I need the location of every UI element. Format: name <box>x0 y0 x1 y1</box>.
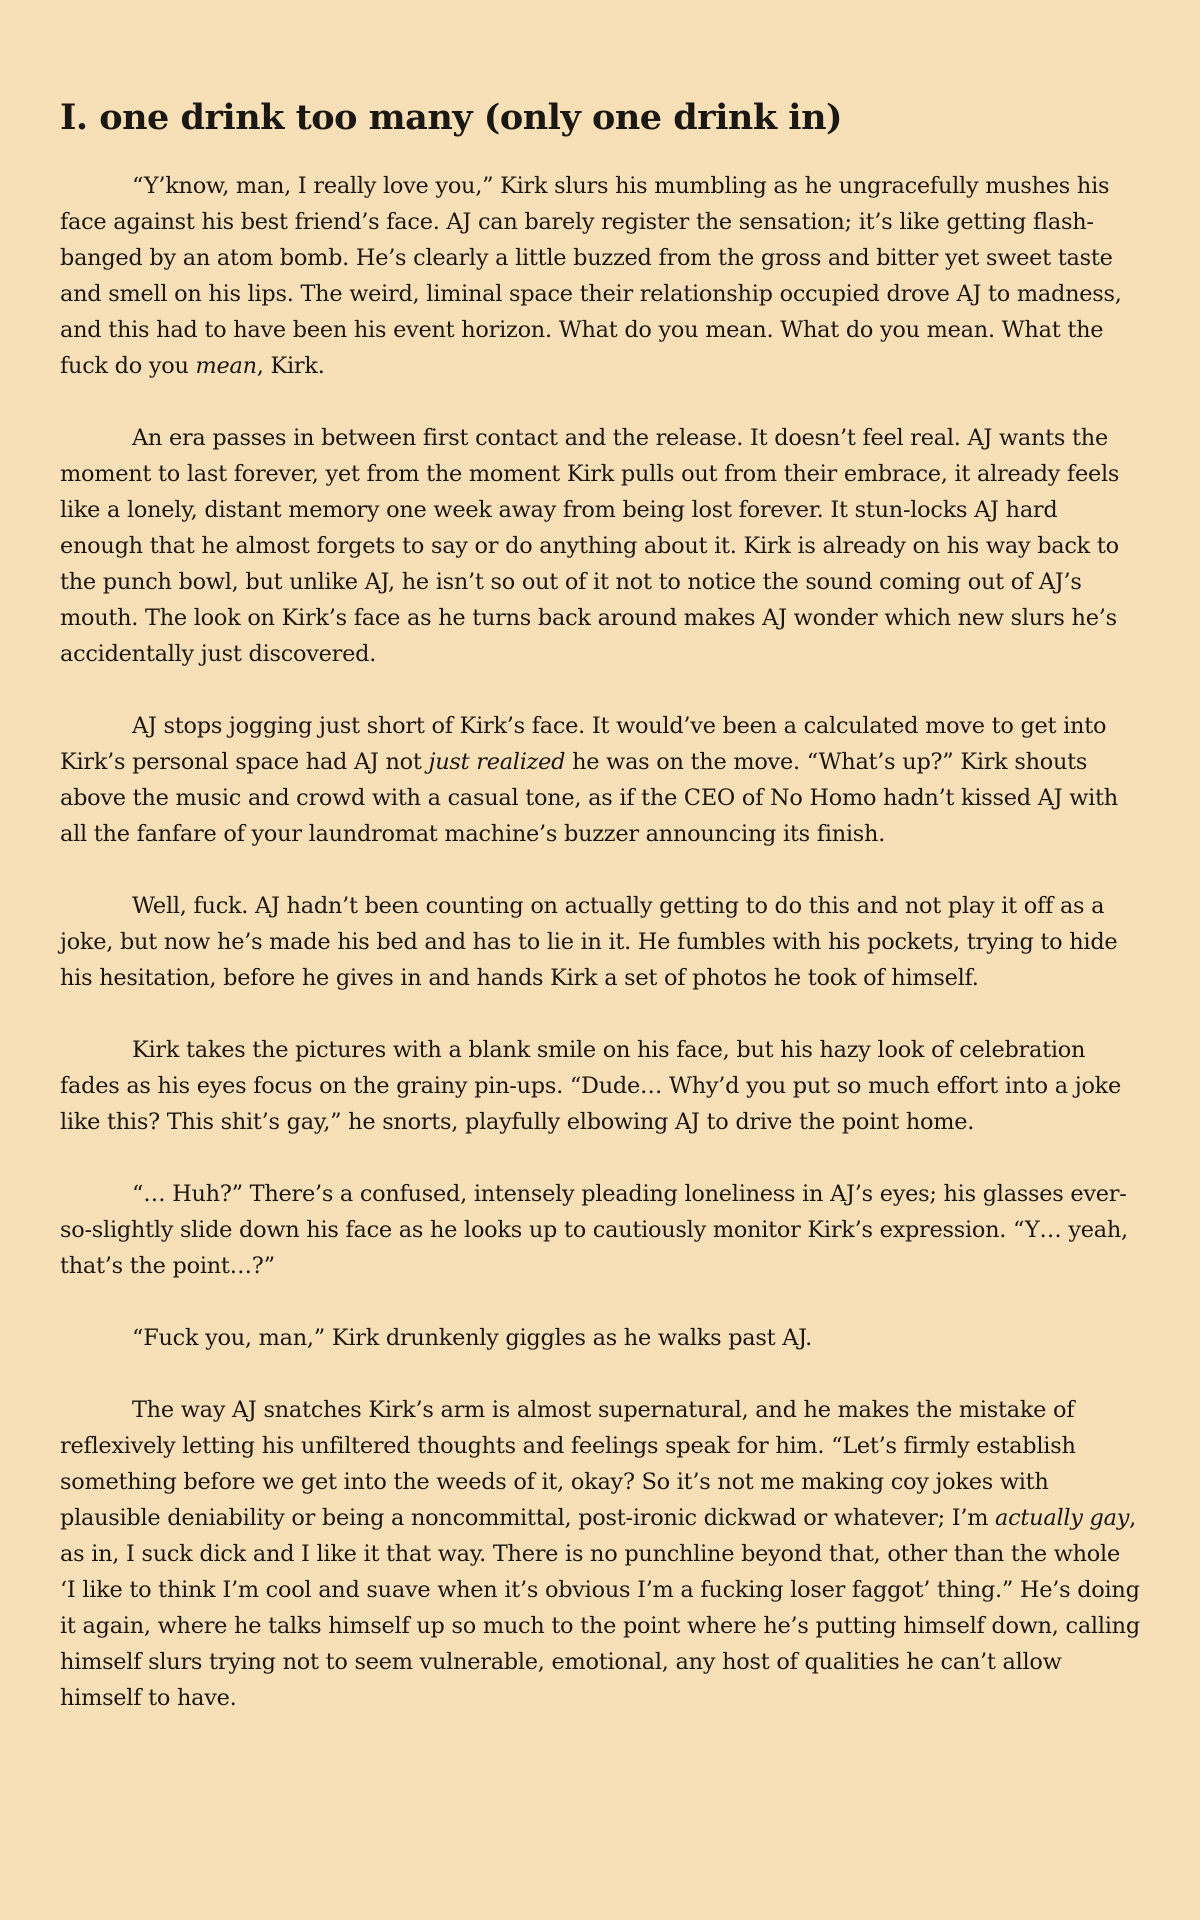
paragraph-4-text: Well, fuck. AJ hadn’t been counting on actually getting to do this and not play it off as a joke, but now he’s made his bed and has to lie in it. He fumbles with his pockets, trying to hide his hesitation, before he gives in and hands Kirk a set of photos he took of himself. <box>60 893 1118 991</box>
paragraph-3 <box>60 708 1140 852</box>
paragraph-4 <box>60 888 1140 996</box>
paragraph-1-text: “Y’know, man, I really love you,” Kirk slurs his mumbling as he ungracefully mushes his face against his best friend’s face. AJ can barely register the sensation; it’s like getting flash-banged by an atom bomb. He’s clearly a little buzzed from the gross and bitter yet sweet taste and smell on his lips. The weird, liminal space their relationship occupied drove AJ to madness, and this had to have been his event horizon. What do you mean. What do you mean. What the fuck do you <box>60 173 1122 379</box>
paragraph-1-text-end: , Kirk. <box>256 353 325 379</box>
paragraph-2 <box>60 420 1140 672</box>
paragraph-3-emphasis: just realized <box>428 749 566 775</box>
paragraph-7 <box>60 1320 1140 1356</box>
paragraph-5 <box>60 1032 1140 1140</box>
paragraph-1 <box>60 168 1140 384</box>
paragraph-3-text-end: he was on the move. “What’s up?” Kirk shouts above the music and crowd with a casual tone, as if the CEO of No Homo hadn’t kissed AJ with all the fanfare of your laundromat machine’s buzzer announcing its finish. <box>60 749 1118 847</box>
paragraph-8-text-end: , as in, I suck dick and I like it that way. There is no punchline beyond that, other than the whole ‘I like to think I’m cool and suave when it’s obvious I’m a fucking loser faggot’ thing.” He’s doing it again, where he talks himself up so much to the point where he’s putting himself down, calling himself slurs trying not to seem vulnerable, emotional, any host of qualities he can’t allow himself to have. <box>60 1505 1140 1711</box>
document-page <box>60 90 1140 1752</box>
paragraph-7-text: “Fuck you, man,” Kirk drunkenly giggles as he walks past AJ. <box>132 1325 813 1351</box>
paragraph-8-text: The way AJ snatches Kirk’s arm is almost supernatural, and he makes the mistake of reflexively letting his unfiltered thoughts and feelings speak for him. “Let’s firmly establish something before we get into the weeds of it, okay? So it’s not me making coy jokes with plausible deniability or being a noncommittal, post-ironic dickwad or whatever; I’m <box>60 1397 1076 1531</box>
paragraph-2-text: An era passes in between first contact and the release. It doesn’t feel real. AJ wants the moment to last forever, yet from the moment Kirk pulls out from their embrace, it already feels like a lonely, distant memory one week away from being lost forever. It stun-locks AJ hard enough that he almost forgets to say or do anything about it. Kirk is already on his way back to the punch bowl, but unlike AJ, he isn’t so out of it not to notice the sound coming out of AJ’s mouth. The look on Kirk’s face as he turns back around makes AJ wonder which new slurs he’s accidentally just discovered. <box>60 425 1120 667</box>
paragraph-1-emphasis: mean <box>195 353 257 379</box>
paragraph-8-emphasis: actually gay <box>995 1505 1130 1531</box>
paragraph-5-text: Kirk takes the pictures with a blank smile on his face, but his hazy look of celebration fades as his eyes focus on the grainy pin-ups. “Dude… Why’d you put so much effort into a joke like this? This shit’s gay,” he snorts, playfully elbowing AJ to drive the point home. <box>60 1037 1121 1135</box>
paragraph-8 <box>60 1392 1140 1716</box>
paragraph-6-text: “… Huh?” There’s a confused, intensely pleading loneliness in AJ’s eyes; his glasses ever-so-slightly slide down his face as he looks up to cautiously monitor Kirk’s expression. “Y… yeah, that’s the point…?” <box>60 1181 1128 1279</box>
chapter-title: I. one drink too many (only one drink in) <box>60 97 843 138</box>
paragraph-6 <box>60 1176 1140 1284</box>
paragraph-3-text: AJ stops jogging just short of Kirk’s face. It would’ve been a calculated move to get into Kirk’s personal space had AJ not <box>60 713 1107 775</box>
